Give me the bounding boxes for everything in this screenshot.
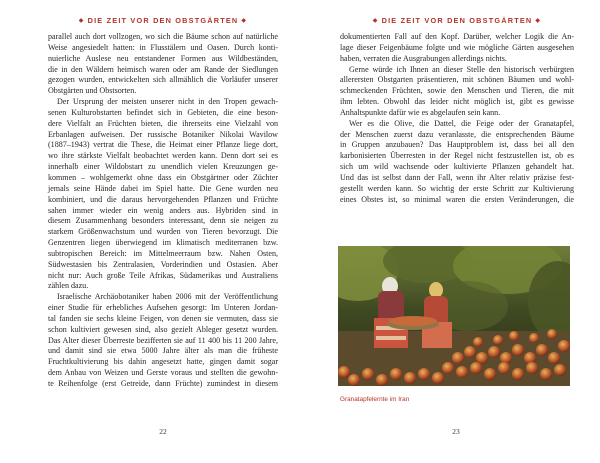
text-line: innerhalb einer Wildobstart zu unendlich vielen Kreuzungen ge-	[48, 162, 278, 172]
diamond-ornament-icon: ◆	[78, 18, 85, 24]
running-head-right-text: DIE ZEIT VOR DEN OBSTGÄRTEN	[381, 16, 533, 25]
text-line: dem Anbau von Weizen und Gerste voraus und stellten die gewohn-	[48, 368, 278, 378]
right-page	[300, 0, 600, 463]
text-line: tal fanden sie sechs kleine Feigen, von denen sie vermuten, dass sie	[48, 313, 278, 323]
running-head-left	[48, 16, 278, 32]
text-line: (1887–1943) vertrat die These, die Heimat einer Pflanze liege dort,	[48, 140, 278, 150]
text-line: kommen – wohlgemerkt ohne dass ein Obstgärtner oder Züchter	[48, 172, 278, 182]
text-line: haben, verraten die Ausgrabungen allerdings nichts.	[340, 53, 507, 63]
page-number-right: 23	[452, 427, 460, 436]
text-line: Fruchtkultivierung bis dahin angesetzt hatte, gingen damit sogar	[48, 357, 278, 367]
text-line: kombiniert, und die daraus hervorgehenden Pflanzen und Früchte	[48, 194, 278, 204]
text-line: Gerne würde ich Ihnen an dieser Stelle den historisch verbürgten	[349, 64, 574, 74]
text-line: und damit sind sie etwa 5000 Jahre älter als man die früheste	[48, 346, 278, 356]
text-line: Erbanlagen aufweisen. Der russische Botaniker Nikolai Wavilow	[48, 129, 278, 139]
text-line: eines Obstes ist, so minimal waren die ersten Veränderungen, die	[340, 194, 574, 204]
text-line: subtropischen Bereich: im Mittelmeerraum bzw. Nahen Osten,	[48, 248, 278, 258]
text-line: Das Alter dieser Überreste bezifferten sie auf 11 400 bis 11 200 Jahre,	[48, 335, 278, 345]
diamond-ornament-icon: ◆	[372, 18, 379, 24]
text-line: te Reihenfolge (erst Getreide, dann Früchte) zumindest in diesem	[48, 379, 278, 388]
text-line: Der Ursprung der meisten unserer nicht in den Tropen gewach-	[57, 97, 278, 107]
text-line: Südwestasien bis Zentralasien, Vorderindien und Ostasien. Aber	[48, 259, 278, 269]
text-line: schon kultiviert gewesen sind, also gezielt Ableger gesetzt wurden.	[48, 324, 278, 334]
text-line: der Menschen zuerst dazu veranlasste, die entsprechenden Bäume	[340, 129, 574, 139]
text-line: zählen dazu.	[48, 281, 89, 291]
text-line: einer Studie für erhebliches Aufsehen gesorgt: Im Unteren Jordan-	[48, 303, 278, 313]
page-number-left: 22	[159, 427, 167, 436]
text-line: dokumentierten Fall auf den Kopf. Darüber, welcher Logik die An-	[340, 32, 574, 41]
text-line: gestellt werden kann. So wichtig der erste Schritt zur Kultivierung	[340, 183, 574, 193]
diamond-ornament-icon: ◆	[535, 18, 542, 24]
text-line: Und das ist selbst dann der Fall, wenn ihr Alter relativ präzise fest-	[340, 172, 574, 182]
text-line: lage dieser Feigenbäume folgte und wie mögliche Gärten ausgesehen	[340, 42, 574, 52]
text-line: dere Vielfalt an Früchten bieten, die ihrerseits eine Vielzahl von	[48, 118, 278, 128]
text-line: gezogen wurden, entwickelten sich allmählich die Vorläufer unserer	[48, 75, 278, 85]
text-line: schmeckenden Früchten, sowie den Menschen und Tieren, die mit	[340, 86, 574, 96]
text-line: Genzentren liegen überwiegend im klimatisch mediterranen bzw.	[48, 238, 278, 248]
text-line: parallel auch dort vollzogen, wo sich die Bäume schon auf natürliche	[48, 32, 278, 41]
text-line: starkem Größenwachstum und wurden von Tieren bevorzugt. Die	[48, 227, 278, 237]
text-line: Anhaltspunkte dafür wie es abgelaufen sein kann.	[340, 107, 501, 117]
text-line: Israelische Archäobotaniker haben 2006 mit der Veröffentlichung	[57, 292, 278, 302]
text-line: diesem Zusammenhang besonders interessant, denn sie neigen zu	[48, 216, 278, 226]
text-line: senen Kulturobstarten befindet sich in Gebieten, die eine beson-	[48, 107, 278, 117]
text-line: wo ihre stärkste Vielfalt beobachtet werden kann. Denn dort sei es	[48, 151, 278, 161]
text-line: Obstgärten und Obstsorten.	[48, 86, 137, 96]
photo-caption: Granatapfelernte im Iran	[340, 396, 410, 403]
right-body-text	[340, 32, 574, 206]
text-line: jemals seine Hände dabei im Spiel hatte. Die Gene wurden neu	[48, 183, 278, 193]
text-line: Wer es die Olive, die Dattel, die Feige oder der Granatapfel,	[349, 118, 574, 128]
text-line: nuierliche Auslese neu entstandener Formen aus Wildbeständen,	[48, 53, 278, 63]
diamond-ornament-icon: ◆	[241, 18, 248, 24]
text-line: Weise angesiedelt hatten: in Flusstälern und Oasen. Durch konti-	[48, 42, 278, 52]
left-body-text	[48, 32, 278, 390]
text-line: allerersten Obstgarten präsentieren, mit schönen Bäumen und wohl-	[340, 75, 574, 85]
text-line: nicht nur: Auch große Teile Afrikas, Südamerikas und Australiens	[48, 270, 278, 280]
text-line: sahen immer wieder ein wenig anders aus. Hybriden sind in	[48, 205, 278, 215]
text-line: karbonisierten Überresten in der Regel nicht festzustellen ist, ob es	[340, 151, 574, 161]
text-line: ihm lebten. Obwohl das leider nicht möglich ist, gibt es gewisse	[340, 97, 574, 107]
running-head-right	[340, 16, 574, 32]
running-head-left-text: DIE ZEIT VOR DEN OBSTGÄRTEN	[87, 16, 239, 25]
text-line: die in den Wäldern heimisch waren oder am Rande der Siedlungen	[48, 64, 278, 74]
pomegranate-harvest-photo	[338, 246, 570, 386]
text-line: in Gruppen anzubauen? Das Hauptproblem ist, dass bei all den	[340, 140, 574, 150]
text-line: sich um wild wachsende oder kultivierte Pflanzen gehandelt hat.	[340, 162, 574, 172]
